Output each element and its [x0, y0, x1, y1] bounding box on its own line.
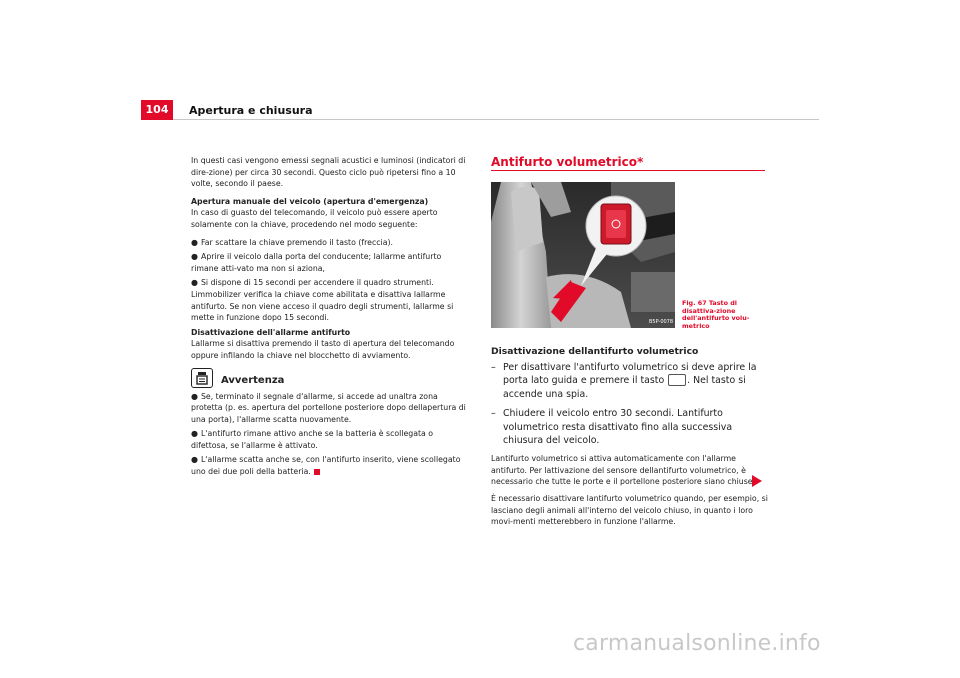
deactivation-heading: Disattivazione dell'allarme antifurto — [191, 327, 351, 337]
note-paragraph: Lantifurto volumetrico si attiva automaticamente con l'allarme antifurto. Per lattivazione del sensore dellantifurto volumetrico, è necessario che tutte le porte e il portellone posteriore siano chiuse. — [491, 454, 756, 487]
intro-paragraph: In questi casi vengono emessi segnali acustici e luminosi (indicatori di dire-zione) per circa 30 secondi. Questo ciclo può ripetersi fino a 10 volte, secondo il paese. — [191, 156, 466, 189]
instruction-steps — [491, 361, 771, 447]
manual-opening-list — [191, 237, 467, 324]
list-item: ● Se, terminato il segnale d'allarme, si accede ad unaltra zona protetta (p. es. apertura del portellone posteriore dopo dellapertura di una porta), l'allarme scatta nuovamente. — [191, 391, 466, 424]
section-end-marker-icon — [314, 469, 320, 475]
list-item: – Per disattivare l'antifurto volumetrico si deve aprire la porta lato guida e premere il tasto . Nel tasto si accende una spia. — [491, 362, 757, 400]
figure-caption: Fig. 67 Tasto di disattiva-zione dell'antifurto volu-metrico — [682, 299, 750, 330]
warning-title: Avvertenza — [221, 374, 285, 386]
warning-list — [191, 391, 467, 478]
notes — [491, 453, 771, 527]
continue-arrow-icon — [752, 475, 762, 487]
volumetric-alarm-button-icon — [668, 374, 686, 386]
section-title: Antifurto volumetrico* — [491, 155, 644, 169]
figure-code: B5P-0078 — [649, 319, 674, 325]
note-paragraph: È necessario disattivare lantifurto volumetrico quando, per esempio, si lasciano degli animali all'interno del veicolo chiuso, in quanto i loro movi-menti metterebbero in funzione l'allarme. — [491, 494, 768, 526]
warning-note-icon — [191, 368, 213, 388]
list-item: ● Si dispone di 15 secondi per accendere il quadro strumenti. Limmobilizer verifica la chiave come abilitata e disattiva lallarme antifurto. Se non viene acceso il quadro degli strumenti, lallarme si mette in funzione dopo 15 secondi. — [191, 278, 454, 323]
list-item: – Chiudere il veicolo entro 30 secondi. Lantifurto volumetrico resta disattivato fino alla successiva chiusura del veicolo. — [491, 408, 733, 447]
list-item: ● L'allarme scatta anche se, con l'antifurto inserito, viene scollegato uno dei due poli della batteria. — [191, 455, 461, 477]
section-divider — [491, 170, 765, 171]
page-header-title: Apertura e chiusura — [189, 104, 313, 117]
deactivation-text: Lallarme si disattiva premendo il tasto di apertura del telecomando oppure infilando la chiave nel blocchetto di avviamento. — [191, 339, 455, 360]
header-divider — [173, 119, 819, 120]
list-item: ● L'antifurto rimane attivo anche se la batteria è scollegata o difettosa, se l'allarme è attivato. — [191, 429, 434, 450]
list-item: ● Far scattare la chiave premendo il tasto (freccia). — [191, 237, 394, 247]
manual-opening-heading: Apertura manuale del veicolo (apertura d'emergenza) — [191, 196, 429, 206]
figure-illustration — [491, 182, 675, 328]
left-column — [191, 155, 467, 481]
list-item: ● Aprire il veicolo dalla porta del conducente; lallarme antifurto rimane atti-vato ma non si aziona, — [191, 252, 442, 273]
subsection-heading: Disattivazione dellantifurto volumetrico — [491, 346, 699, 357]
right-column — [491, 346, 771, 533]
watermark: carmanualsonline.info — [573, 631, 821, 656]
manual-opening-text: In caso di guasto del telecomando, il veicolo può essere aperto solamente con la chiave, procedendo nel modo seguente: — [191, 208, 438, 229]
page-number: 104 — [141, 100, 173, 120]
warning-header — [191, 368, 467, 388]
